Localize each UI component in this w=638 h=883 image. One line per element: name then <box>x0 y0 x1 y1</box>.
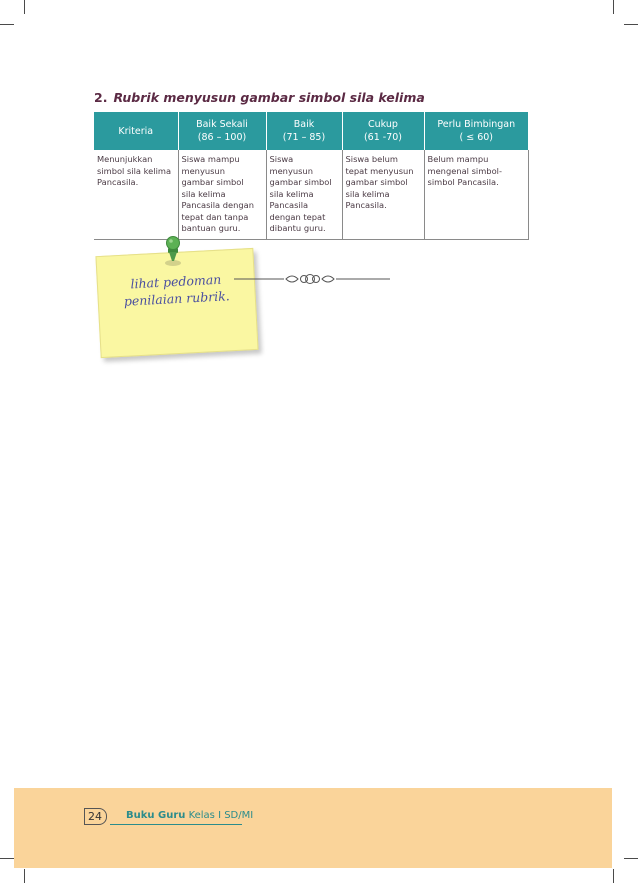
header-cukup <box>342 112 424 150</box>
table-row <box>94 150 528 239</box>
footer-underline <box>110 824 242 825</box>
cell-line: Pancasila. <box>97 177 139 187</box>
header-range: (61 -70) <box>363 132 403 143</box>
note-text <box>98 269 256 311</box>
footer-book-rest: Kelas I SD/MI <box>188 810 254 821</box>
note-line: lihat pedoman <box>130 271 222 292</box>
cell-line: sila kelima <box>345 188 390 199</box>
cell-baik-sekali <box>178 150 266 239</box>
ornament-divider <box>234 268 394 288</box>
header-baik-sekali <box>178 112 266 150</box>
cell-line: gambar simbol <box>181 177 244 187</box>
section-title: Rubrik menyusun gambar simbol sila kelima <box>113 90 425 105</box>
cell-line: Pancasila <box>269 200 309 210</box>
footer-book-title <box>126 810 253 821</box>
header-line: Cukup <box>368 119 398 130</box>
cell-line: sila kelima <box>269 188 314 199</box>
header-line: Kriteria <box>118 125 154 137</box>
crop-mark <box>0 24 14 25</box>
cell-line: gambar simbol <box>345 177 408 187</box>
header-line: Baik <box>293 119 315 130</box>
cell-line: Menunjukkan <box>97 154 153 164</box>
page-number: 24 <box>84 808 107 825</box>
section-heading <box>94 90 425 105</box>
cell-line: Siswa belum <box>345 154 398 164</box>
cell-line: gambar simbol <box>269 177 332 187</box>
cell-line: Siswa mampu <box>181 154 240 164</box>
footer-band <box>14 788 612 868</box>
cell-cukup <box>342 150 424 239</box>
cell-line: Pancasila dengan <box>181 200 255 210</box>
cell-line: menyusun <box>269 165 313 176</box>
header-range: (71 – 85) <box>282 132 326 143</box>
pushpin-icon <box>160 234 190 268</box>
header-baik <box>266 112 342 150</box>
note-line: penilaian rubrik. <box>123 288 231 309</box>
cell-baik <box>266 150 342 239</box>
cell-line: tepat dan tanpa <box>181 211 249 222</box>
crop-mark <box>613 0 614 14</box>
header-line: Baik Sekali <box>196 119 248 130</box>
cell-line: simbol sila kelima <box>97 165 172 176</box>
cell-line: sila kelima <box>181 188 226 199</box>
cell-line: Pancasila. <box>345 200 387 210</box>
table-header-row <box>94 112 528 150</box>
cell-kriteria <box>94 150 178 239</box>
header-range: ( ≤ 60) <box>459 132 493 143</box>
cell-line: mengenal simbol- <box>427 165 502 176</box>
cell-line: Siswa <box>269 154 294 164</box>
crop-mark <box>24 0 25 14</box>
cell-line: dengan tepat <box>269 211 326 222</box>
crop-mark <box>24 869 25 883</box>
cell-line: bantuan guru. <box>181 223 241 233</box>
cell-line: tepat menyusun <box>345 165 414 176</box>
header-range: (86 – 100) <box>197 132 247 143</box>
header-kriteria <box>94 112 178 150</box>
crop-mark <box>613 869 614 883</box>
cell-line: dibantu guru. <box>269 223 326 233</box>
section-number: 2. <box>94 90 108 105</box>
crop-mark <box>0 858 14 859</box>
cell-perlu-bimbingan <box>424 150 528 239</box>
crop-mark <box>624 24 638 25</box>
rubric-table <box>94 112 529 240</box>
cell-line: simbol Pancasila. <box>427 177 499 187</box>
header-perlu-bimbingan <box>424 112 528 150</box>
footer-book-bold: Buku Guru <box>126 810 186 821</box>
cell-line: Belum mampu <box>427 154 489 164</box>
header-line: Perlu Bimbingan <box>437 119 516 130</box>
crop-mark <box>624 858 638 859</box>
cell-line: menyusun <box>181 165 225 176</box>
